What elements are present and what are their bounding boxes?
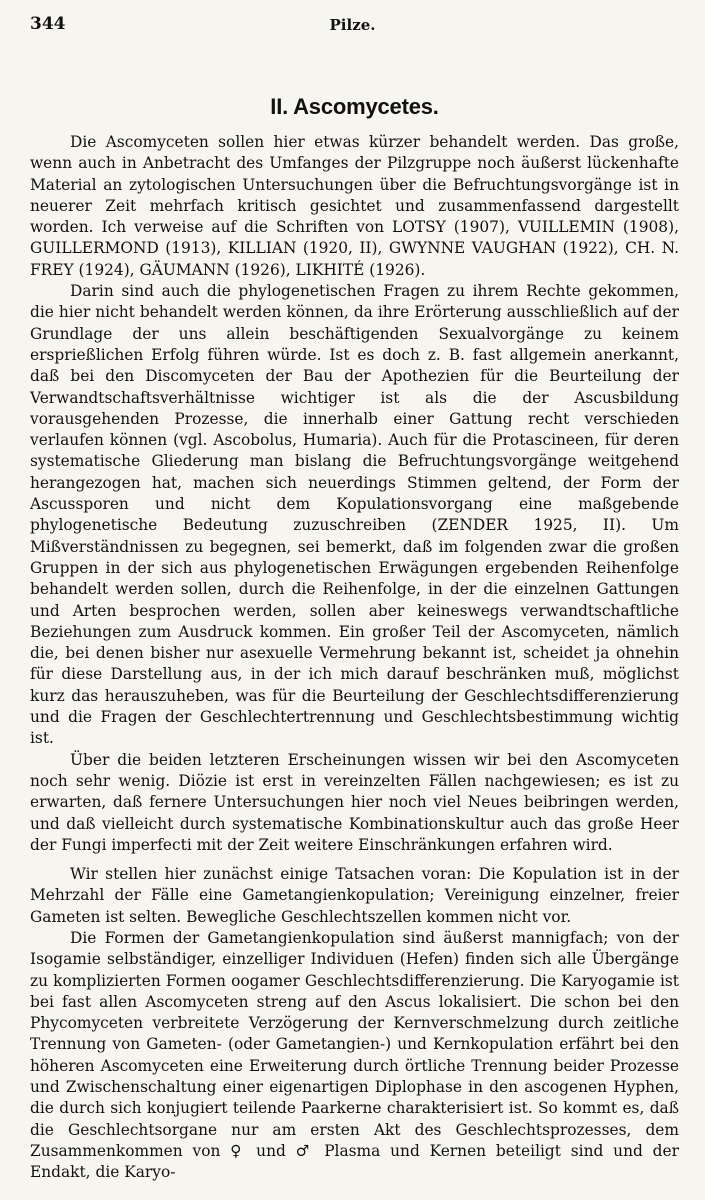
page-header	[30, 14, 679, 38]
paragraph-intro: Die Ascomyceten sollen hier etwas kürzer behandelt werden. Das große, wenn auch in Anbetracht des Umfanges der Pilzgruppe noch äußerst lückenhafte Material an zytologischen Untersuchungen über die Befruchtungsvorgänge ist in neuerer Zeit mehrfach kritisch gesichtet und zusammenfassend dargestellt worden. Ich verweise auf die Schriften von LOTSY (1907), VUILLEMIN (1908), GUILLERMOND (1913), KILLIAN (1920, II), GWYNNE VAUGHAN (1922), CH. N. FREY (1924), GÄUMANN (1926), LIKHITÉ (1926).	[30, 133, 679, 279]
paragraph-gametangia: Die Formen der Gametangienkopulation sind äußerst mannigfach; von der Isogamie selbständiger, einzelliger Individuen (Hefen) finden sich alle Übergänge zu komplizierten Formen oogamer Geschlechtsdifferenzierung. Die Karyogamie ist bei fast allen Ascomyceten streng auf den Ascus lokalisiert. Die schon bei den Phycomyceten verbreitete Verzögerung der Kernverschmelzung durch zeitliche Trennung von Gameten- (oder Gametangien-) und Kernkopulation erfährt bei den höheren Ascomyceten eine Erweiterung durch örtliche Trennung beider Prozesse und Zwischenschaltung einer eigenartigen Diplophase in den ascogenen Hyphen, die durch sich konjugiert teilende Paarkerne charakterisiert ist. So kommt es, daß die Geschlechtsorgane nur am ersten Akt des Geschlechtsprozesses, dem Zusammenkommen von ♀ und ♂ Plasma und Kernen beteiligt sind und der Endakt, die Karyo-	[30, 928, 679, 1182]
section-title: II. Ascomycetes.	[270, 94, 439, 119]
paragraph-dioecy: Über die beiden letzteren Erscheinungen wissen wir bei den Ascomyceten noch sehr wenig. Diözie ist erst in vereinzelten Fällen nachgewiesen; es ist zu erwarten, daß fernere Untersuchungen hier noch viel Neues beibringen werden, und daß vielleicht durch systematische Kombinationskultur auch das große Heer der Fungi imperfecti mit der Zeit weitere Einschränkungen erfahren wird.	[30, 750, 679, 854]
running-head: Pilze.	[329, 16, 376, 34]
page-number: 344	[30, 14, 66, 34]
paragraph-phylogeny: Darin sind auch die phylogenetischen Fragen zu ihrem Rechte gekommen, die hier nicht behandelt werden können, da ihre Erörterung ausschließlich auf der Grundlage der uns allein beschäftigenden Sexualvorgänge zu keinem ersprießlichen Erfolg führen würde. Ist es doch z. B. fast allgemein anerkannt, daß bei den Discomyceten der Bau der Apothezien für die Beurteilung der Verwandtschaftsverhältnisse wichtiger ist als die der Ascusbildung vorausgehenden Prozesse, die innerhalb einer Gattung recht verschieden verlaufen können (vgl. Ascobolus, Humaria). Auch für die Protascineen, für deren systematische Gliederung man bislang die Befruchtungsvorgänge weitgehend herangezogen hat, machen sich neuerdings Stimmen geltend, der Form der Ascussporen und nicht dem Kopulationsvorgang eine maßgebende phylogenetische Bedeutung zuzuschreiben (ZENDER 1925, II). Um Mißverständnissen zu begegnen, sei bemerkt, daß im folgenden zwar die großen Gruppen in der sich aus phylogenetischen Erwägungen ergebenden Reihenfolge behandelt werden sollen, durch die Reihenfolge, in der die einzelnen Gattungen und Arten besprochen werden, sollen aber keineswegs verwandtschaftliche Beziehungen zum Ausdruck kommen. Ein großer Teil der Ascomyceten, nämlich die, bei denen bisher nur asexuelle Vermehrung bekannt ist, scheidet ja ohnehin für diese Darstellung aus, in der ich mich darauf beschränken muß, möglichst kurz das herauszuheben, was für die Beurteilung der Geschlechtsdifferenzierung und die Fragen der Geschlechtertrennung und Geschlechtsbestimmung wichtig ist.	[30, 282, 679, 748]
paragraph-facts: Wir stellen hier zunächst einige Tatsachen voran: Die Kopulation ist in der Mehrzahl der Fälle eine Gametangienkopulation; Vereinigung einzelner, freier Gameten ist selten. Bewegliche Geschlechtszellen kommen nicht vor.	[30, 865, 679, 926]
